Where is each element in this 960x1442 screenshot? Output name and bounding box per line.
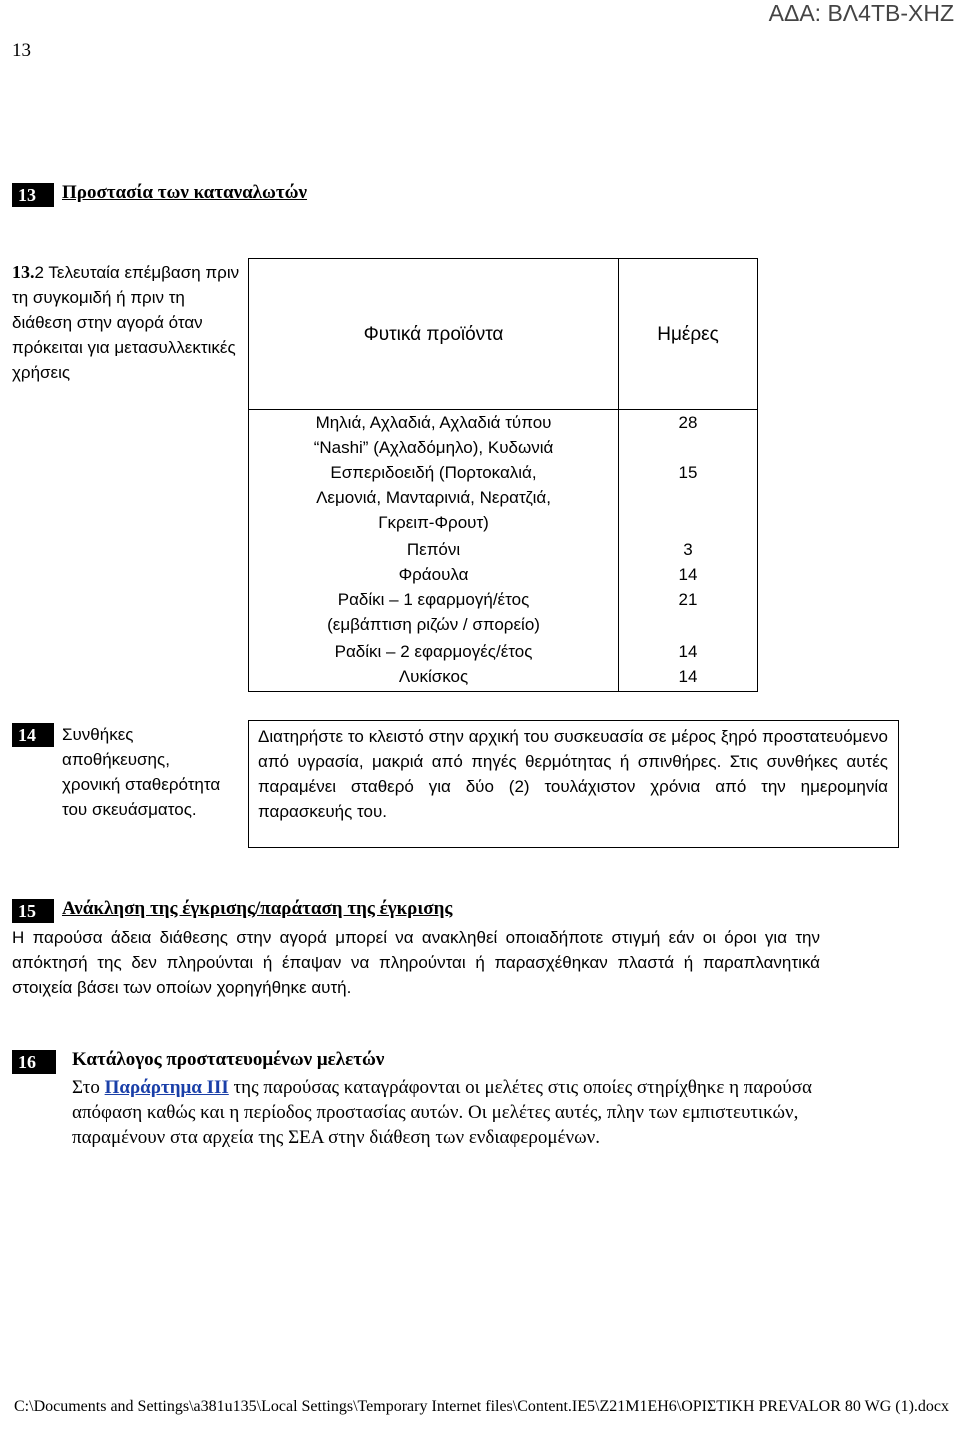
- section-15-number: 15: [12, 899, 54, 923]
- page-number: 13: [12, 40, 31, 61]
- table-row: [249, 410, 758, 461]
- section-13-number: 13: [12, 183, 54, 207]
- table-cell-days: 14: [619, 637, 758, 664]
- storage-conditions-text: Διατηρήστε το κλειστό στην αρχική του συσκευασία σε μέρος ξηρό προστατευόμενο από υγρασία, μακριά από πηγές θερμότητας ή σπινθήρες. Στις συνθήκες αυτές παραμένει σταθερό για δύο (2) τουλάχιστον χρόνια από την ημερομηνία παρασκευής του.: [258, 727, 888, 821]
- table-cell-days: 28: [619, 410, 758, 461]
- table-cell-days: 3: [619, 535, 758, 562]
- table-header-days: Ημέρες: [619, 259, 758, 410]
- table-cell-product: Μηλιά, Αχλαδιά, Αχλαδιά τύπου “Nashi” (Αχλαδόμηλο), Κυδωνιά: [249, 410, 619, 461]
- storage-conditions-box: [248, 720, 899, 848]
- table-row: [249, 562, 758, 587]
- phi-table: [248, 258, 758, 692]
- table-row: [249, 535, 758, 562]
- table-row: [249, 637, 758, 664]
- footer-file-path: C:\Documents and Settings\a381u135\Local Settings\Temporary Internet files\Content.IE5\Z21M1EH6\ΟΡΙΣΤΙΚΗ PREVALOR 80 WG (1).docx: [14, 1398, 950, 1415]
- table-cell-product: Ραδίκι – 2 εφαρμογές/έτος: [249, 637, 619, 664]
- table-cell-product: Φράουλα: [249, 562, 619, 587]
- annex-iii-link[interactable]: Παράρτημα ΙΙΙ: [104, 1077, 229, 1098]
- section-16-text: [72, 1075, 862, 1150]
- table-header-product: Φυτικά προϊόντα: [249, 259, 619, 410]
- table-row: [249, 460, 758, 535]
- subsection-13-2-label: [12, 260, 247, 385]
- table-cell-days: 14: [619, 664, 758, 692]
- subsection-13-2-text: 2 Τελευταία επέμβαση πριν τη συγκομιδή ή πριν τη διάθεση στην αγορά όταν πρόκειται για μετασυλλεκτικές χρήσεις: [12, 263, 240, 382]
- table-row: [249, 664, 758, 692]
- table-cell-product: Ραδίκι – 1 εφαρμογή/έτος (εμβάπτιση ριζών / σπορείο): [249, 587, 619, 637]
- subsection-13-2-number: 13.: [12, 262, 35, 282]
- section-15-title: Ανάκληση της έγκρισης/παράταση της έγκρισης: [62, 898, 453, 919]
- table-cell-product: Εσπεριδοειδή (Πορτοκαλιά, Λεμονιά, Μανταρινιά, Νερατζιά, Γκρειπ-Φρουτ): [249, 460, 619, 535]
- section-13-title: Προστασία των καταναλωτών: [62, 182, 308, 203]
- section-14-label: Συνθήκες αποθήκευσης, χρονική σταθερότητα του σκευάσματος.: [62, 725, 221, 819]
- section-16-text-before: Στο: [72, 1077, 105, 1098]
- table-cell-days: 14: [619, 562, 758, 587]
- table-cell-days: 15: [619, 460, 758, 535]
- document-code: ΑΔΑ: ΒΛ4ΤΒ-ΧΗΖ: [768, 0, 954, 26]
- table-cell-days: 21: [619, 587, 758, 637]
- section-16-text-after: της παρούσας καταγράφονται οι μελέτες στις οποίες στηρίχθηκε η παρούσα απόφαση καθώς και η περίοδος προστασίας αυτών. Οι μελέτες αυτές, πλην των εμπιστευτικών, παραμένουν στα αρχεία της ΣΕΑ στην διάθεση των ενδιαφερομένων.: [72, 1077, 812, 1148]
- section-16-number: 16: [12, 1050, 56, 1074]
- section-16-title: Κατάλογος προστατευομένων μελετών: [72, 1049, 385, 1070]
- table-cell-product: Λυκίσκος: [249, 664, 619, 692]
- table-cell-product: Πεπόνι: [249, 535, 619, 562]
- table-row: [249, 587, 758, 637]
- section-14-number: 14: [12, 723, 54, 747]
- section-15-text: Η παρούσα άδεια διάθεσης στην αγορά μπορεί να ανακληθεί οποιαδήποτε στιγμή εάν οι όροι για την απόκτησή της δεν πληρούνται ή έπαψαν να πληρούνται ή παρασχέθηκαν πλαστά ή παραπλανητικά στοιχεία βάσει των οποίων χορηγήθηκε αυτή.: [12, 928, 820, 997]
